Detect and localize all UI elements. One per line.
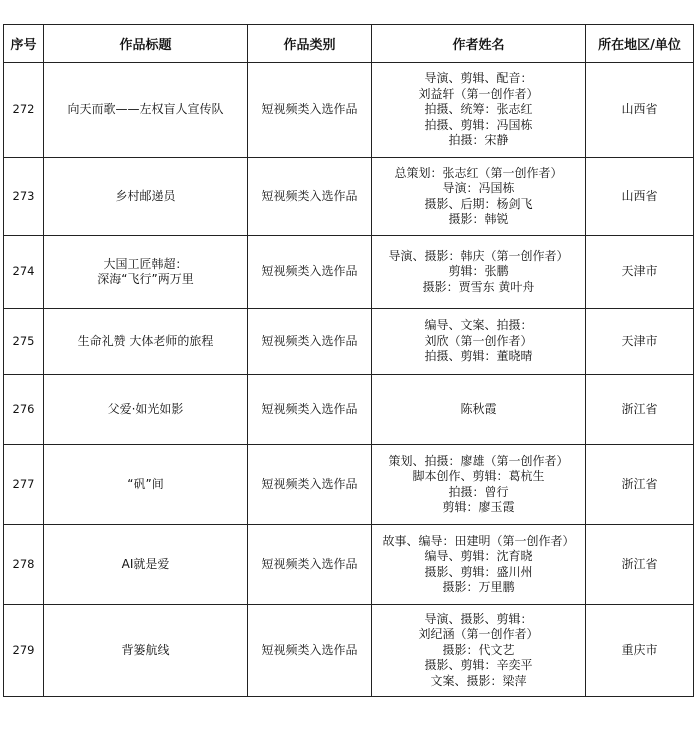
- work-category: 短视频类入选作品: [248, 525, 372, 605]
- author-line: 刘欣（第一创作者）: [424, 333, 533, 348]
- header-category: 作品类别: [248, 25, 372, 63]
- row-number: 279: [4, 605, 44, 697]
- table-row: [4, 525, 694, 605]
- author-line: 拍摄：宋静: [448, 133, 509, 148]
- author-line: 摄影、剪辑：盛川州: [424, 564, 533, 579]
- works-table: [3, 24, 694, 697]
- work-title-line: 大国工匠韩超：: [103, 256, 188, 271]
- author-line: 导演：冯国栋: [442, 181, 515, 195]
- work-title: [44, 236, 248, 309]
- author-line: 导演、摄影：韩庆（第一创作者）: [388, 248, 569, 263]
- header-no: 序号: [4, 25, 44, 63]
- header-title: 作品标题: [44, 25, 248, 63]
- header-row: [4, 25, 694, 63]
- author-names: [372, 605, 586, 697]
- author-names: [372, 63, 586, 158]
- row-number: 275: [4, 309, 44, 375]
- table-row: [4, 63, 694, 158]
- work-title: [44, 605, 248, 697]
- table-row: [4, 605, 694, 697]
- table-row: [4, 236, 694, 309]
- work-title-line: 父爱·如光如影: [107, 401, 184, 416]
- author-line: 摄影：代文艺: [442, 642, 515, 657]
- row-number: 273: [4, 158, 44, 236]
- author-line: 导演、剪辑、配音：: [424, 71, 533, 86]
- region: 山西省: [586, 158, 694, 236]
- author-line: 摄影：万里鹏: [442, 580, 515, 594]
- work-title: [44, 63, 248, 158]
- table-row: [4, 158, 694, 236]
- header-authors: 作者姓名: [372, 25, 586, 63]
- author-line: 总策划：张志红（第一创作者）: [394, 165, 563, 180]
- author-names: [372, 525, 586, 605]
- work-title-line: AI就是爱: [121, 556, 170, 571]
- author-line: 剪辑：张鹏: [448, 264, 509, 279]
- table-row: [4, 309, 694, 375]
- work-title: [44, 309, 248, 375]
- author-names: [372, 158, 586, 236]
- work-category: 短视频类入选作品: [248, 605, 372, 697]
- work-title: [44, 375, 248, 445]
- author-names: [372, 375, 586, 445]
- work-category: 短视频类入选作品: [248, 445, 372, 525]
- work-title-line: 生命礼赞 大体老师的旅程: [77, 333, 214, 348]
- row-number: 274: [4, 236, 44, 309]
- region: 浙江省: [586, 445, 694, 525]
- region: 浙江省: [586, 375, 694, 445]
- author-names: [372, 309, 586, 375]
- work-category: 短视频类入选作品: [248, 375, 372, 445]
- author-line: 拍摄、统筹：张志红: [424, 102, 533, 117]
- author-line: 拍摄：曾行: [448, 484, 509, 499]
- author-line: 刘益轩（第一创作者）: [418, 86, 539, 101]
- work-title-line: 背篓航线: [121, 642, 170, 657]
- table-row: [4, 375, 694, 445]
- author-line: 剪辑：廖玉霞: [442, 500, 515, 514]
- region: 天津市: [586, 236, 694, 309]
- author-line: 摄影、后期：杨剑飞: [424, 196, 533, 211]
- author-line: 文案、摄影：梁萍: [430, 673, 527, 688]
- work-category: 短视频类入选作品: [248, 236, 372, 309]
- row-number: 272: [4, 63, 44, 158]
- table-row: [4, 445, 694, 525]
- author-line: 编导、剪辑：沈育晓: [424, 549, 533, 563]
- header-region: 所在地区/单位: [586, 25, 694, 63]
- work-title: [44, 158, 248, 236]
- author-line: 脚本创作、剪辑：葛杭生: [412, 469, 545, 483]
- region: 重庆市: [586, 605, 694, 697]
- author-line: 故事、编导：田建明（第一创作者）: [382, 533, 575, 548]
- author-line: 策划、拍摄：廖雄（第一创作者）: [388, 453, 569, 468]
- author-line: 陈秋霞: [460, 401, 497, 416]
- region: 天津市: [586, 309, 694, 375]
- work-title-line: 深海“飞行”两万里: [97, 272, 194, 286]
- work-category: 短视频类入选作品: [248, 63, 372, 158]
- region: 山西省: [586, 63, 694, 158]
- author-line: 导演、摄影、剪辑：: [424, 611, 533, 626]
- author-line: 编导、文案、拍摄：: [424, 318, 533, 333]
- region: 浙江省: [586, 525, 694, 605]
- work-title-line: 乡村邮递员: [115, 188, 176, 203]
- author-line: 摄影、剪辑：辛奕平: [424, 658, 533, 673]
- row-number: 277: [4, 445, 44, 525]
- author-line: 刘纪涵（第一创作者）: [418, 627, 539, 642]
- work-title-line: 向天而歌——左权盲人宣传队: [67, 102, 224, 117]
- work-title: [44, 525, 248, 605]
- author-line: 摄影：贾雪东 黄叶舟: [422, 279, 535, 294]
- row-number: 276: [4, 375, 44, 445]
- author-line: 拍摄、剪辑：董晓晴: [424, 349, 533, 364]
- author-names: [372, 236, 586, 309]
- row-number: 278: [4, 525, 44, 605]
- work-category: 短视频类入选作品: [248, 158, 372, 236]
- author-names: [372, 445, 586, 525]
- work-title: [44, 445, 248, 525]
- author-line: 摄影：韩锐: [448, 212, 509, 226]
- work-category: 短视频类入选作品: [248, 309, 372, 375]
- work-title-line: “矾”间: [127, 476, 164, 491]
- author-line: 拍摄、剪辑：冯国栋: [424, 117, 533, 132]
